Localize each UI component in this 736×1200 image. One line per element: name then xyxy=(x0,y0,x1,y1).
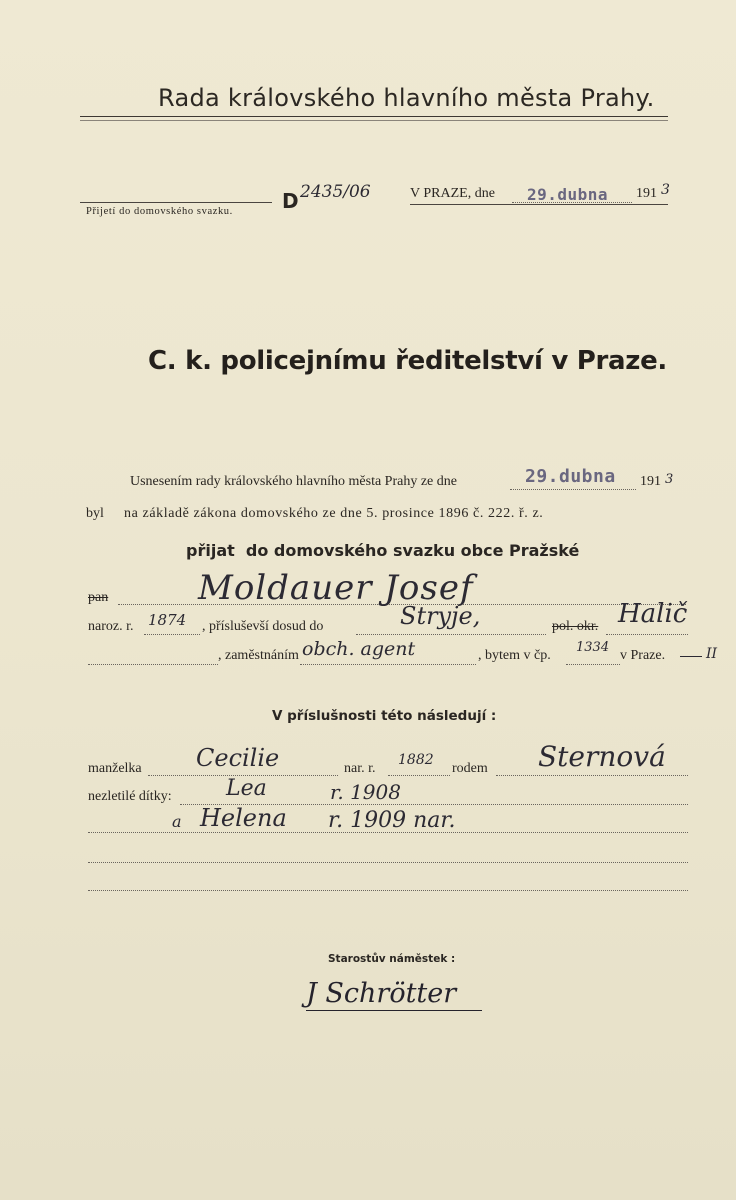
year-suffix: 3 xyxy=(661,182,670,198)
year-prefix: 191 xyxy=(636,186,657,201)
residence-label: , bytem v čp. xyxy=(478,648,551,663)
child1-year: r. 1908 xyxy=(330,780,401,804)
wife-born-year: 1882 xyxy=(398,752,434,768)
belonging-place: Stryje, xyxy=(400,602,481,630)
wife-born-dots xyxy=(388,775,450,776)
occupation-dots xyxy=(300,664,476,665)
dept-label: Přijetí do domovského svazku. xyxy=(86,206,233,217)
council-title: Rada královského hlavního města Prahy. xyxy=(158,84,655,112)
byl-label: byl xyxy=(86,506,104,521)
belonging-dots xyxy=(356,634,546,635)
dept-rule xyxy=(80,202,272,203)
child2-year: r. 1909 nar. xyxy=(328,808,456,833)
accepted-heading: přijat do domovského svazku obce Pražské xyxy=(186,541,580,560)
title-rule-2 xyxy=(80,120,668,121)
born-dots xyxy=(144,634,200,635)
signature: J Schrötter xyxy=(306,978,457,1009)
district-dots xyxy=(606,634,688,635)
place-date-label: V PRAZE, dne xyxy=(410,186,495,201)
district: Halič xyxy=(618,599,688,629)
resolution-date-dots xyxy=(510,489,636,490)
family-heading: V příslušnosti této následují : xyxy=(272,708,497,724)
wife-born-label: nar. r. xyxy=(344,761,376,776)
occupation: obch. agent xyxy=(302,638,416,660)
title-rule xyxy=(80,116,668,117)
name: Moldauer Josef xyxy=(198,568,474,608)
pan-label: pan xyxy=(88,590,109,605)
wife-maiden-dots xyxy=(496,775,688,776)
resolution-date: 29.dubna xyxy=(525,466,616,487)
law-text: na základě zákona domovského ze dne 5. prosince 1896 č. 222. ř. z. xyxy=(124,506,544,521)
resolution-text: Usnesením rady královského hlavního města Prahy ze dne xyxy=(130,474,457,489)
occupation-label: , zaměstnáním xyxy=(218,648,299,663)
resolution-year-suffix: 3 xyxy=(665,472,674,487)
born-year: 1874 xyxy=(148,611,187,629)
residence-district: II xyxy=(706,646,718,662)
residence-city: v Praze. xyxy=(620,648,666,663)
occupation-lead-dots xyxy=(88,664,218,665)
blank-line-1 xyxy=(88,862,688,863)
district-label: pol. okr. xyxy=(552,619,599,634)
belonging-label: , přísluševší dosud do xyxy=(202,619,324,634)
date-stamp: 29.dubna xyxy=(527,185,609,204)
date-rule xyxy=(410,204,668,205)
blank-line-2 xyxy=(88,890,688,891)
ref-number: 2435/06 xyxy=(300,182,371,202)
wife-label: manželka xyxy=(88,761,142,776)
wife-name: Cecilie xyxy=(196,744,280,772)
signature-flourish xyxy=(306,1010,482,1011)
district-dash xyxy=(680,656,702,657)
wife-maiden-label: rodem xyxy=(452,761,488,776)
child2-name: Helena xyxy=(200,804,287,832)
ref-prefix: D xyxy=(282,189,299,213)
child2-prefix: a xyxy=(172,812,182,831)
born-label: naroz. r. xyxy=(88,619,134,634)
addressee: C. k. policejnímu ředitelství v Praze. xyxy=(148,346,667,376)
wife-maiden: Sternová xyxy=(538,740,666,773)
child1-name: Lea xyxy=(226,776,267,801)
resolution-year: 191 xyxy=(640,474,661,489)
signature-label: Starostův náměstek : xyxy=(328,953,456,965)
house-number: 1334 xyxy=(576,640,610,655)
house-dots xyxy=(566,664,620,665)
children-label: nezletilé dítky: xyxy=(88,789,172,804)
